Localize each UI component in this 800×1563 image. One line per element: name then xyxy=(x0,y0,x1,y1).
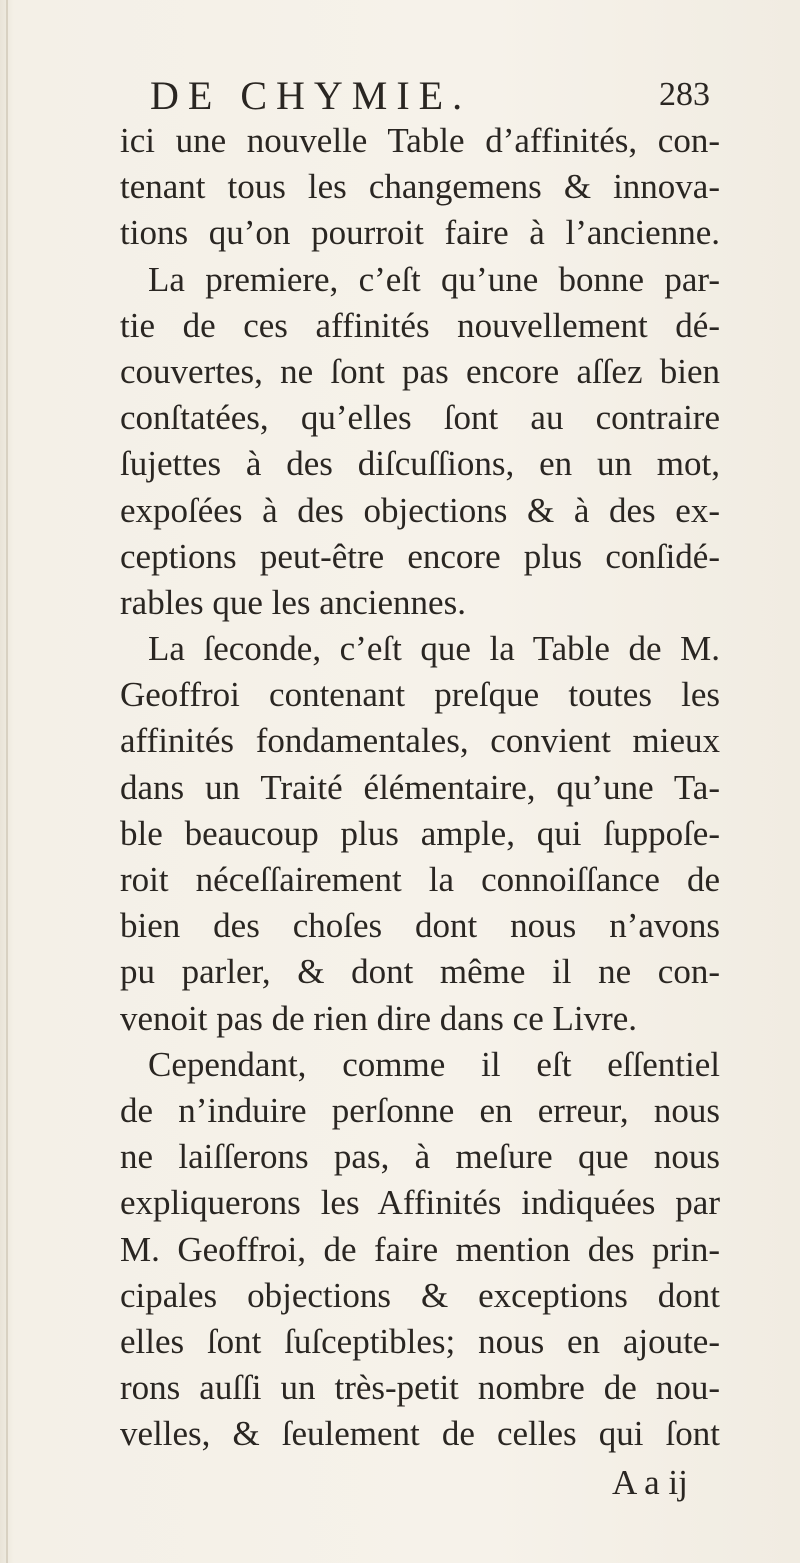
page-number: 283 xyxy=(659,76,710,113)
text-line: La ſeconde, c’eſt que la Table de M. xyxy=(148,629,720,669)
text-line: tions qu’on pourroit faire à l’ancienne. xyxy=(120,213,720,253)
text-line: ici une nouvelle Table d’affinités, con- xyxy=(120,121,720,160)
text-line: cipales objections & exceptions dont xyxy=(120,1275,720,1315)
text-line: ne laiſſerons pas, à meſure que nous xyxy=(120,1137,720,1177)
text-line: Geoffroi contenant preſque toutes les xyxy=(120,675,720,715)
text-line: tenant tous les changemens & innova- xyxy=(120,167,720,207)
text-line: elles ſont ſuſceptibles; nous en ajoute- xyxy=(120,1321,720,1361)
page-header xyxy=(150,72,710,122)
running-head: DE CHYMIE. xyxy=(150,73,472,118)
text-line: conſtatées, qu’elles ſont au contraire xyxy=(120,398,720,438)
text-line: rables que les anciennes. xyxy=(120,582,466,622)
text-line: pu parler, & dont même il ne con- xyxy=(120,952,720,992)
text-line: velles, & ſeulement de celles qui ſont xyxy=(120,1414,720,1454)
text-line: expoſées à des objections & à des ex- xyxy=(120,490,720,530)
signature-mark: A a ij xyxy=(612,1463,688,1502)
text-line: de n’induire perſonne en erreur, nous xyxy=(120,1090,720,1130)
text-line: tie de ces affinités nouvellement dé- xyxy=(120,305,720,345)
text-line: expliquerons les Affinités indiquées par xyxy=(120,1183,720,1223)
text-line: ceptions peut-être encore plus conſidé- xyxy=(120,536,720,576)
text-line: Cependant, comme il eſt eſſentiel xyxy=(148,1044,720,1084)
text-line: affinités fondamentales, convient mieux xyxy=(120,721,720,761)
text-line: ſujettes à des diſcuſſions, en un mot, xyxy=(120,444,720,484)
text-line: M. Geoffroi, de faire mention des prin- xyxy=(120,1229,720,1269)
text-line: bien des choſes dont nous n’avons xyxy=(120,906,720,946)
text-line: La premiere, c’eſt qu’une bonne par- xyxy=(148,259,720,299)
body-text xyxy=(120,118,720,1457)
text-line: couvertes, ne ſont pas encore aſſez bien xyxy=(120,351,720,391)
text-line: rons auſſi un très-petit nombre de nou- xyxy=(120,1368,720,1408)
text-line: venoit pas de rien dire dans ce Livre. xyxy=(120,998,638,1038)
text-line: dans un Traité élémentaire, qu’une Ta- xyxy=(120,767,720,807)
text-line: ble beaucoup plus ample, qui ſuppoſe- xyxy=(120,813,720,853)
text-line: roit néceſſairement la connoiſſance de xyxy=(120,860,720,899)
page-gutter xyxy=(6,0,8,1563)
